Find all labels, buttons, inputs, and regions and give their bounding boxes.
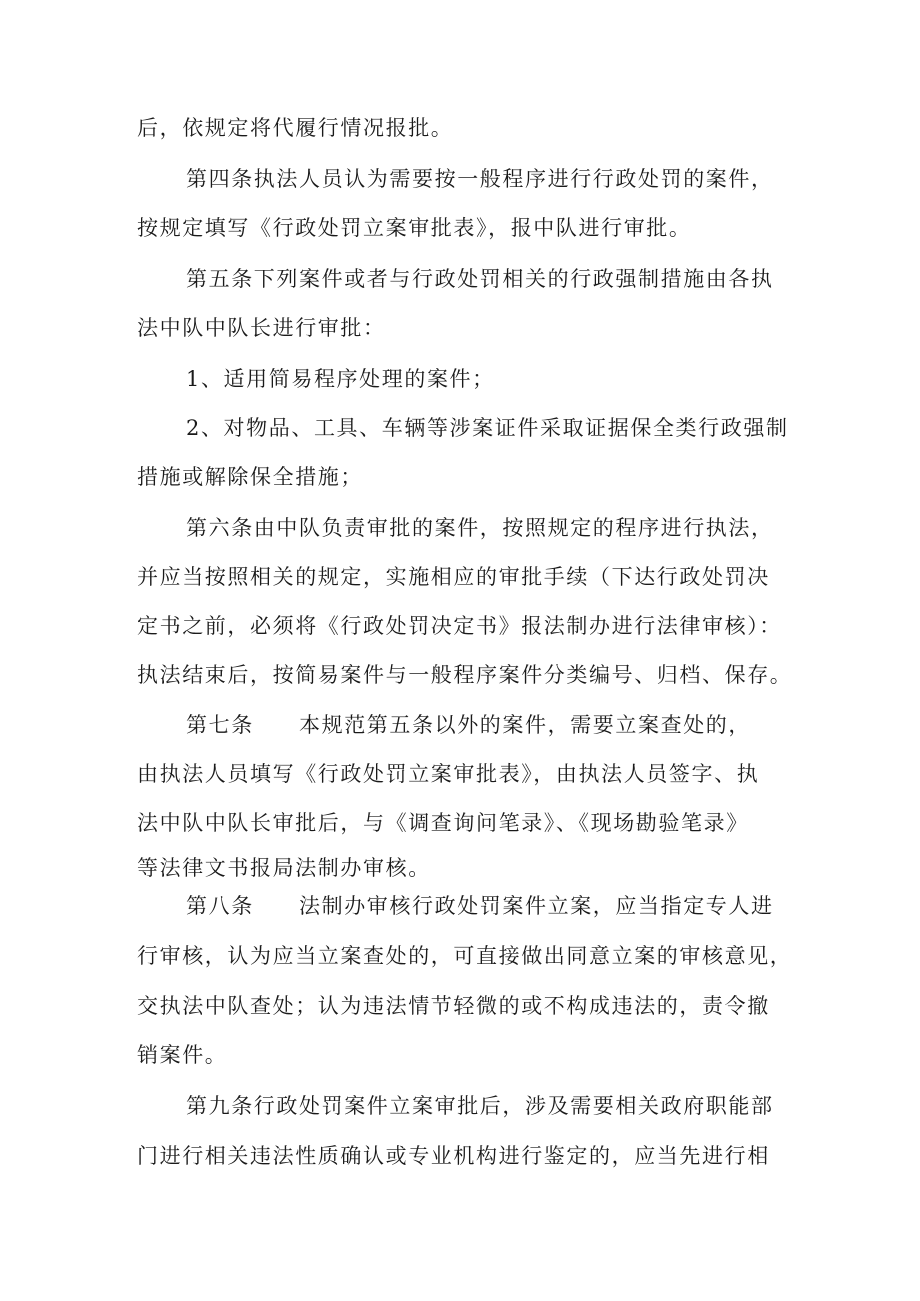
text-line: 后，依规定将代履行情况报批。 bbox=[137, 116, 454, 140]
text-line: 第七条 本规范第五条以外的案件，需要立案查处的， bbox=[186, 713, 751, 737]
text-line: 1、适用简易程序处理的案件； bbox=[186, 367, 495, 391]
text-line: 措施或解除保全措施； bbox=[137, 465, 363, 489]
text-line: 并应当按照相关的规定，实施相应的审批手续（下达行政处罚决 bbox=[137, 565, 770, 589]
text-line: 第四条执法人员认为需要按一般程序进行行政处罚的案件， bbox=[186, 167, 774, 191]
text-line: 按规定填写《行政处罚立案审批表》，报中队进行审批。 bbox=[137, 216, 692, 240]
text-line: 等法律文书报局法制办审核。 bbox=[137, 856, 431, 880]
text-line: 定书之前，必须将《行政处罚决定书》报法制办进行法律审核）： bbox=[137, 614, 782, 638]
text-line: 法中队中队长审批后，与《调查询问笔录》、《现场勘验笔录》 bbox=[137, 811, 749, 835]
text-line: 法中队中队长进行审批： bbox=[137, 316, 386, 340]
text-line: 第九条行政处罚案件立案审批后，涉及需要相关政府职能部 bbox=[186, 1094, 774, 1118]
text-line: 第五条下列案件或者与行政处罚相关的行政强制措施由各执 bbox=[186, 267, 774, 291]
text-line: 销案件。 bbox=[137, 1043, 228, 1067]
text-line: 第八条 法制办审核行政处罚案件立案，应当指定专人进 bbox=[186, 894, 774, 918]
text-line: 由执法人员填写《行政处罚立案审批表》，由执法人员签字、执 bbox=[137, 762, 760, 786]
text-line: 2、对物品、工具、车辆等涉案证件采取证据保全类行政强制 bbox=[186, 416, 789, 440]
text-line: 门进行相关违法性质确认或专业机构进行鉴定的，应当先进行相 bbox=[137, 1144, 770, 1168]
text-line: 第六条由中队负责审批的案件，按照规定的程序进行执法， bbox=[186, 516, 774, 540]
text-line: 交执法中队查处；认为违法情节轻微的或不构成违法的，责令撤 bbox=[137, 994, 770, 1018]
text-line: 执法结束后，按简易案件与一般程序案件分类编号、归档、保存。 bbox=[137, 663, 793, 687]
text-line: 行审核，认为应当立案查处的，可直接做出同意立案的审核意见， bbox=[137, 944, 793, 968]
